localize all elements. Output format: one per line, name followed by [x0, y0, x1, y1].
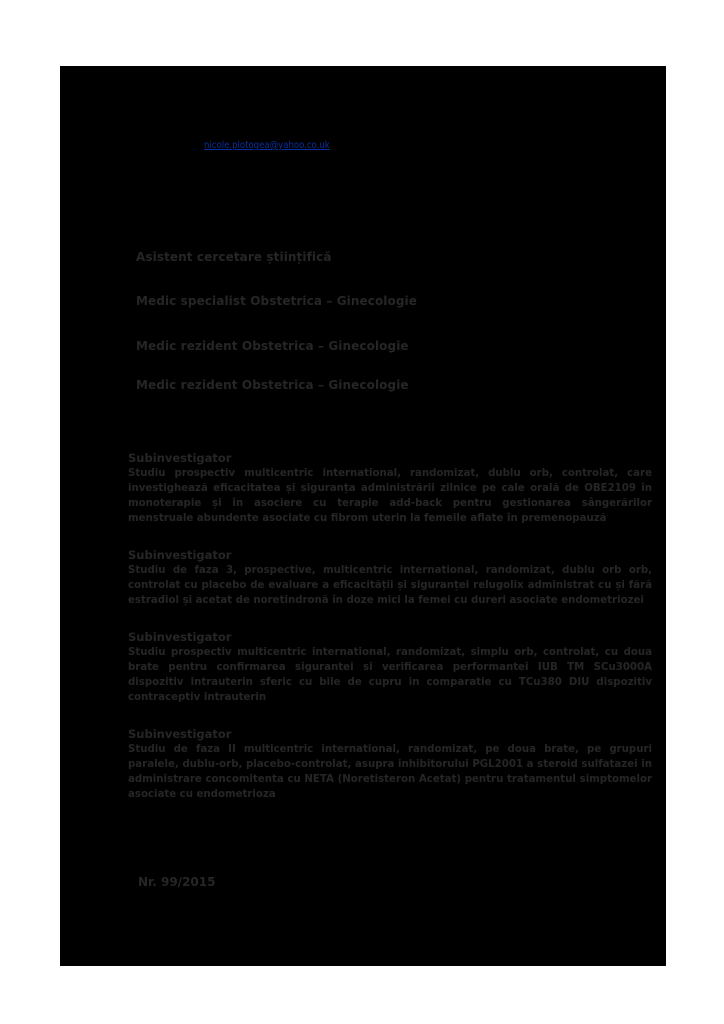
email-link[interactable]: nicole.plotogea@yahoo.co.uk	[204, 140, 330, 151]
study-role: Subinvestigator	[128, 727, 232, 741]
position-title: Medic rezident Obstetrica – Ginecologie	[136, 378, 409, 392]
study-role: Subinvestigator	[128, 630, 232, 644]
position-title: Medic rezident Obstetrica – Ginecologie	[136, 339, 409, 353]
study-description: Studiu de faza II multicentric international, randomizat, pe doua brate, pe grupuri paralele, dublu-orb, placebo-controlat, asupra inhibitorului PGL2001 a steroid sulfatazei in administrare concomitenta cu NETA (Noretisteron Acetat) pentru tratamentul simptomelor asociate cu endometrioza	[128, 744, 652, 800]
study-entry	[128, 727, 652, 802]
study-role: Subinvestigator	[128, 451, 232, 465]
document-number: Nr. 99/2015	[138, 875, 216, 889]
study-role: Subinvestigator	[128, 548, 232, 562]
position-title: Asistent cercetare științifică	[136, 250, 332, 264]
study-description: Studiu prospectiv multicentric international, randomizat, simplu orb, controlat, cu doua brate pentru confirmarea sigurantei si verificarea performantei IUB TM SCu3000A dispozitiv intrauterin sferic cu bile de cupru in comparatie cu TCu380 DIU dispozitiv contraceptiv intrauterin	[128, 647, 652, 703]
study-entry	[128, 630, 652, 705]
study-description: Studiu prospectiv multicentric international, randomizat, dublu orb, controlat, care investighează eficacitatea și siguranța administrării zilnice pe cale orală de OBE2109 în monoterapie și în asociere cu terapie add-back pentru gestionarea sângerărilor menstruale abundente asociate cu fibrom uterin la femeile aflate în premenopauză	[128, 468, 652, 524]
study-description: Studiu de faza 3, prospective, multicentric international, randomizat, dublu orb orb, controlat cu placebo de evaluare a eficacității și siguranței relugolix administrat cu și fără estradiol și acetat de noretindronă în doze mici la femei cu dureri asociate endometriozei	[128, 565, 652, 606]
study-entry	[128, 548, 652, 608]
position-title: Medic specialist Obstetrica – Ginecologie	[136, 294, 417, 308]
study-entry	[128, 451, 652, 526]
document-page	[60, 66, 666, 966]
